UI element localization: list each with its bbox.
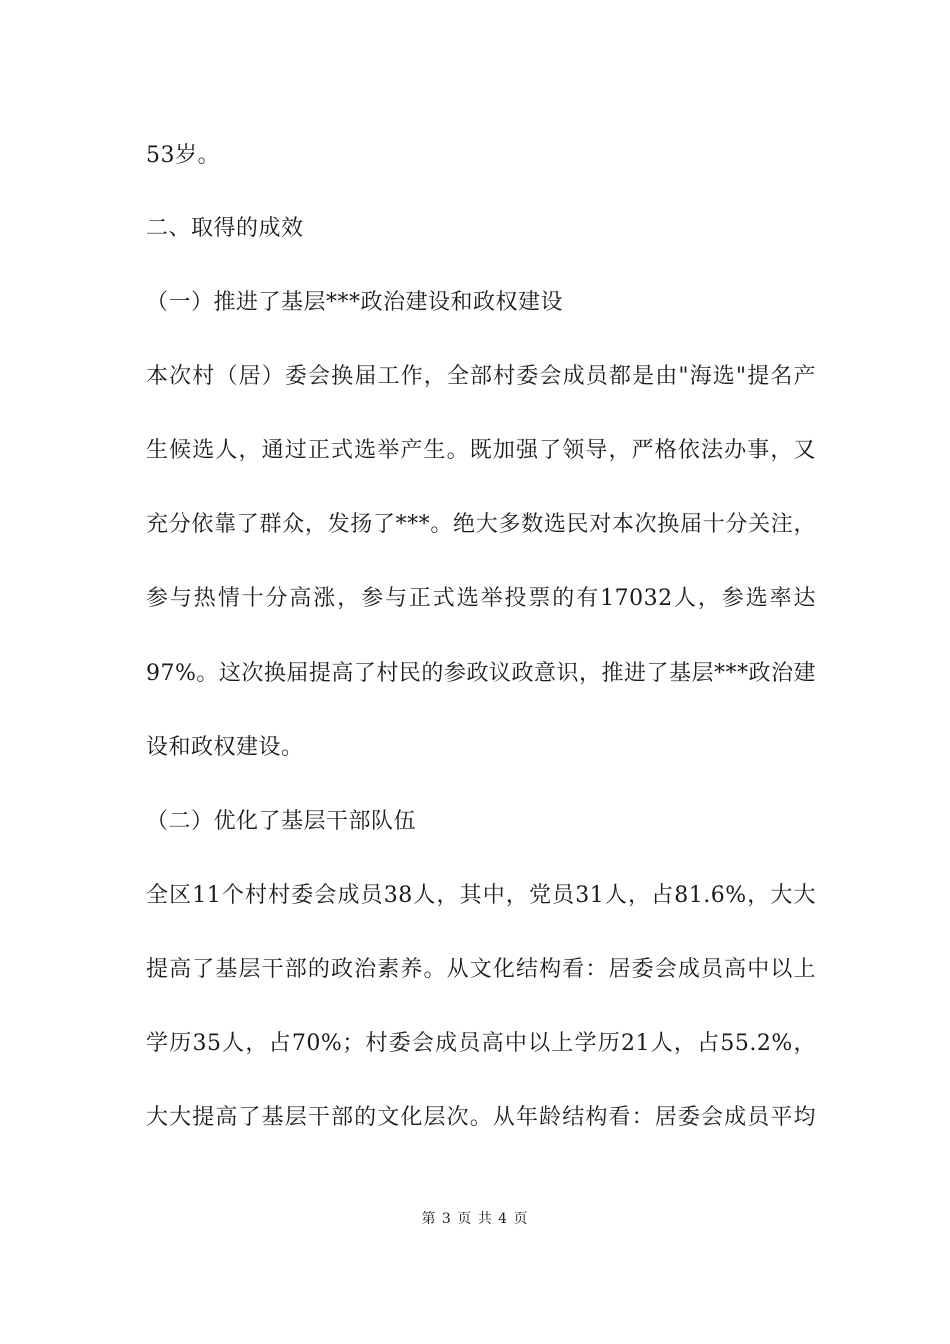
paragraph-1-line-3: 充分依靠了群众，发扬了***。绝大多数选民对本次换届十分关注， [146, 512, 816, 537]
subsection-heading-2: （二）优化了基层干部队伍 [146, 809, 417, 834]
paragraph-1-line-6: 设和政权建设。 [146, 735, 304, 760]
paragraph-1-line-1: 本次村（居）委会换届工作，全部村委会成员都是由"海选"提名产 [146, 364, 816, 389]
paragraph-2-line-3: 学历35人，占70%；村委会成员高中以上学历21人，占55.2%， [146, 1031, 816, 1056]
section-heading-results: 二、取得的成效 [146, 216, 304, 241]
subsection-heading-1: （一）推进了基层***政治建设和政权建设 [146, 290, 564, 315]
paragraph-1-line-5: 97%。这次换届提高了村民的参政议政意识，推进了基层***政治建 [146, 661, 816, 686]
paragraph-1-line-4: 参与热情十分高涨，参与正式选举投票的有17032人，参选率达 [146, 586, 816, 611]
paragraph-2-line-1: 全区11个村村委会成员38人，其中，党员31人，占81.6%，大大 [146, 883, 816, 908]
text-line-age-end: 53岁。 [146, 143, 220, 168]
paragraph-2-line-2: 提高了基层干部的政治素养。从文化结构看：居委会成员高中以上 [146, 957, 816, 982]
paragraph-1-line-2: 生候选人，通过正式选举产生。既加强了领导，严格依法办事，又 [146, 438, 816, 463]
page-number-footer: 第 3 页 共 4 页 [421, 1211, 529, 1227]
paragraph-2-line-4: 大大提高了基层干部的文化层次。从年龄结构看：居委会成员平均 [146, 1105, 816, 1130]
